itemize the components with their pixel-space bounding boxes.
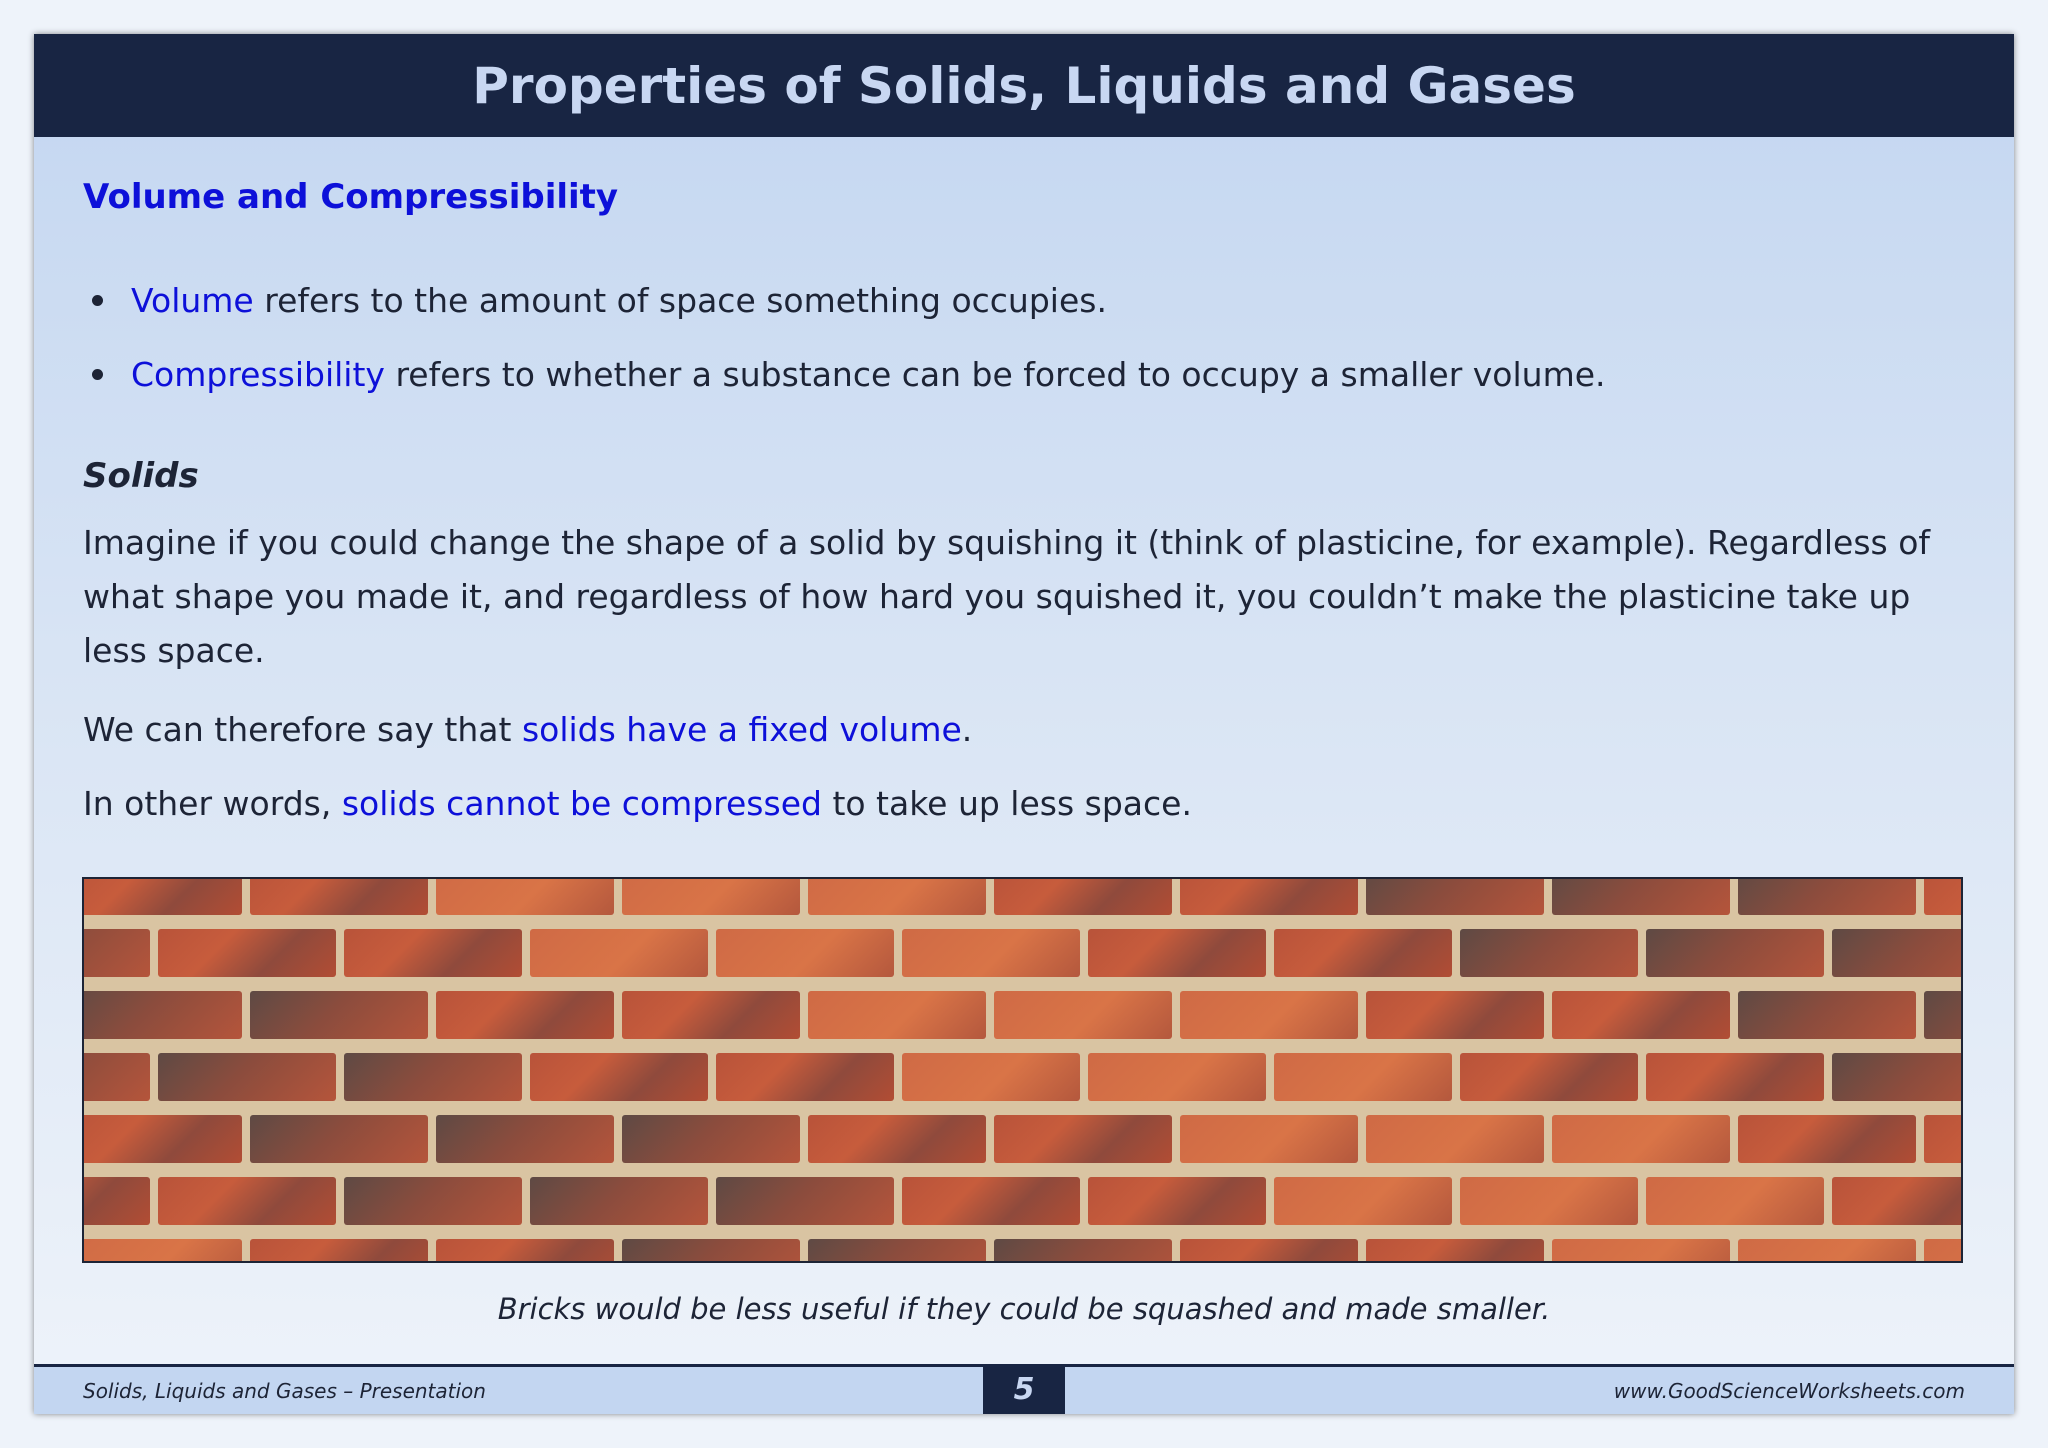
brick bbox=[1366, 991, 1544, 1039]
brick-row bbox=[84, 1053, 1963, 1101]
brick-row bbox=[84, 929, 1963, 977]
brick bbox=[530, 1177, 708, 1225]
brick bbox=[716, 1053, 894, 1101]
brick bbox=[1180, 1115, 1358, 1163]
brick bbox=[622, 877, 800, 915]
definition-list bbox=[83, 282, 1606, 430]
list-item bbox=[83, 282, 1606, 319]
brick bbox=[902, 1053, 1080, 1101]
page-title: Properties of Solids, Liquids and Gases bbox=[472, 56, 1576, 115]
brick bbox=[1274, 1177, 1452, 1225]
brick-row bbox=[84, 1115, 1963, 1163]
brick bbox=[1646, 929, 1824, 977]
brick bbox=[1180, 1239, 1358, 1263]
brick bbox=[1552, 1239, 1730, 1263]
brick bbox=[250, 991, 428, 1039]
brick bbox=[436, 877, 614, 915]
brick bbox=[808, 991, 986, 1039]
brick bbox=[1180, 991, 1358, 1039]
brick bbox=[994, 877, 1172, 915]
brick bbox=[1646, 1177, 1824, 1225]
brick bbox=[808, 1239, 986, 1263]
brick bbox=[158, 929, 336, 977]
term-compressibility: Compressibility bbox=[131, 355, 385, 394]
brick bbox=[902, 929, 1080, 977]
image-caption: Bricks would be less useful if they could be squashed and made smaller. bbox=[497, 1292, 1551, 1326]
brick bbox=[158, 1177, 336, 1225]
brick bbox=[1274, 1053, 1452, 1101]
brick bbox=[1460, 1177, 1638, 1225]
brick bbox=[250, 1239, 428, 1263]
brick bbox=[1366, 1239, 1544, 1263]
brick bbox=[1738, 1239, 1916, 1263]
section-heading: Volume and Compressibility bbox=[83, 177, 619, 217]
brick bbox=[1738, 1115, 1916, 1163]
brick bbox=[1832, 1177, 1963, 1225]
brick bbox=[1924, 1115, 1963, 1163]
brick bbox=[1924, 991, 1963, 1039]
page-number: 5 bbox=[983, 1364, 1065, 1414]
brick bbox=[1646, 1053, 1824, 1101]
brick bbox=[82, 929, 150, 977]
brick bbox=[1552, 1115, 1730, 1163]
brick bbox=[1924, 877, 1963, 915]
brick bbox=[1832, 929, 1963, 977]
text-segment: In other words, bbox=[83, 784, 342, 823]
brick bbox=[82, 1177, 150, 1225]
list-item bbox=[83, 356, 1606, 393]
brick bbox=[1552, 991, 1730, 1039]
brick bbox=[808, 877, 986, 915]
brick-row bbox=[84, 991, 1963, 1039]
brick-row bbox=[84, 877, 1963, 915]
brick bbox=[1366, 877, 1544, 915]
brick bbox=[1366, 1115, 1544, 1163]
title-bar bbox=[34, 34, 2014, 137]
footer bbox=[34, 1364, 2014, 1414]
highlight-fixed-volume: solids have a fixed volume bbox=[521, 710, 962, 749]
text-segment: . bbox=[961, 710, 973, 749]
paragraph-plasticine: Imagine if you could change the shape of a solid by squishing it (think of plasticine, for example). Regardless of what shape you made it, and regardless of how hard you squished it, you couldn’t make the plasticine take up less space. bbox=[83, 523, 1931, 670]
brick bbox=[1552, 877, 1730, 915]
brick bbox=[622, 991, 800, 1039]
text-segment: to take up less space. bbox=[821, 784, 1192, 823]
brick bbox=[250, 1115, 428, 1163]
brick bbox=[1924, 1239, 1963, 1263]
highlight-not-compressed: solids cannot be compressed bbox=[341, 784, 822, 823]
brick bbox=[994, 991, 1172, 1039]
brick bbox=[622, 1239, 800, 1263]
brick bbox=[530, 929, 708, 977]
brick bbox=[82, 1115, 242, 1163]
slide bbox=[34, 34, 2014, 1414]
definition-text: refers to the amount of space something occupies. bbox=[253, 281, 1107, 320]
brick-wall-image bbox=[82, 877, 1963, 1263]
brick bbox=[82, 1053, 150, 1101]
brick-row bbox=[84, 1177, 1963, 1225]
brick bbox=[1460, 1053, 1638, 1101]
brick bbox=[82, 1239, 242, 1263]
brick bbox=[344, 1177, 522, 1225]
brick bbox=[158, 1053, 336, 1101]
brick bbox=[1088, 929, 1266, 977]
brick bbox=[994, 1239, 1172, 1263]
brick-row bbox=[84, 1239, 1963, 1263]
brick bbox=[716, 1177, 894, 1225]
footer-website: www.GoodScienceWorksheets.com bbox=[1613, 1379, 1965, 1403]
brick bbox=[1180, 877, 1358, 915]
brick bbox=[82, 877, 242, 915]
text-segment: We can therefore say that bbox=[83, 710, 522, 749]
brick bbox=[1088, 1053, 1266, 1101]
paragraph-compression bbox=[83, 777, 1983, 831]
paragraph-fixed-volume bbox=[83, 703, 1983, 757]
brick bbox=[622, 1115, 800, 1163]
brick bbox=[1738, 991, 1916, 1039]
brick bbox=[1738, 877, 1916, 915]
brick bbox=[1460, 929, 1638, 977]
brick bbox=[994, 1115, 1172, 1163]
brick bbox=[1088, 1177, 1266, 1225]
brick bbox=[436, 1239, 614, 1263]
brick bbox=[808, 1115, 986, 1163]
brick bbox=[82, 991, 242, 1039]
brick bbox=[902, 1177, 1080, 1225]
brick bbox=[250, 877, 428, 915]
brick bbox=[436, 1115, 614, 1163]
solids-heading: Solids bbox=[83, 456, 199, 496]
term-volume: Volume bbox=[131, 281, 254, 320]
brick bbox=[344, 1053, 522, 1101]
brick bbox=[436, 991, 614, 1039]
footer-title: Solids, Liquids and Gases – Presentation bbox=[83, 1379, 486, 1403]
definition-text: refers to whether a substance can be forced to occupy a smaller volume. bbox=[384, 355, 1606, 394]
brick bbox=[716, 929, 894, 977]
brick bbox=[1274, 929, 1452, 977]
brick bbox=[1832, 1053, 1963, 1101]
brick bbox=[344, 929, 522, 977]
brick bbox=[530, 1053, 708, 1101]
